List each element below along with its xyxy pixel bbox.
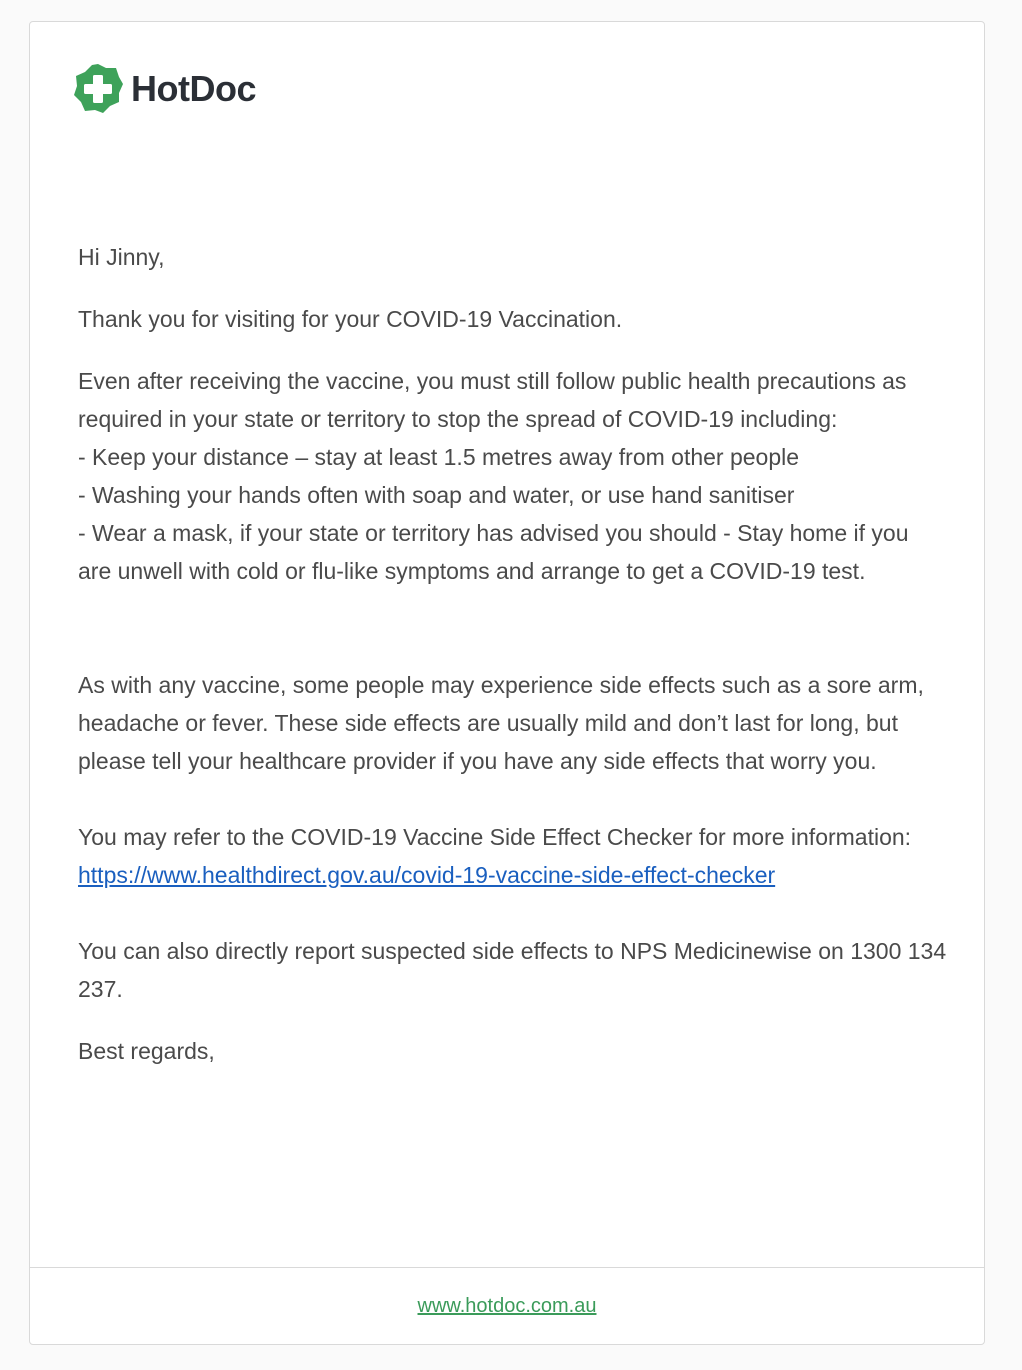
- report-paragraph: You can also directly report suspected side effects to NPS Medicinewise on 1300 134 237.: [78, 938, 947, 1002]
- brand-name: HotDoc: [131, 68, 256, 109]
- signoff: Best regards,: [78, 1038, 215, 1064]
- hotdoc-logo[interactable]: [71, 62, 256, 116]
- footer: [30, 1268, 984, 1344]
- email-card: [29, 21, 985, 1345]
- precaution-item: - Washing your hands often with soap and water, or use hand sanitiser: [78, 482, 795, 508]
- medical-cross-icon: [71, 62, 125, 116]
- precautions-intro: Even after receiving the vaccine, you must still follow public health precautions as required in your state or territory to stop the spread of COVID-19 including:: [78, 368, 907, 432]
- side-effect-checker-link[interactable]: https://www.healthdirect.gov.au/covid-19-vaccine-side-effect-checker: [78, 862, 776, 888]
- thanks-message: Thank you for visiting for your COVID-19 Vaccination.: [78, 306, 623, 332]
- precaution-item: - Wear a mask, if your state or territory has advised you should - Stay home if you are unwell with cold or flu-like symptoms and arrange to get a COVID-19 test.: [78, 520, 909, 584]
- checker-text: You may refer to the COVID-19 Vaccine Side Effect Checker for more information:: [78, 824, 912, 850]
- greeting: Hi Jinny,: [78, 244, 165, 270]
- precaution-item: - Keep your distance – stay at least 1.5 metres away from other people: [78, 444, 800, 470]
- hotdoc-website-link[interactable]: www.hotdoc.com.au: [417, 1294, 597, 1317]
- email-body: [78, 238, 948, 1070]
- side-effect-checker-paragraph: [78, 818, 948, 894]
- side-effects-paragraph: As with any vaccine, some people may experience side effects such as a sore arm, headache or fever. These side effects are usually mild and don’t last for long, but please tell your healthcare provider if you have any side effects that worry you.: [78, 672, 924, 774]
